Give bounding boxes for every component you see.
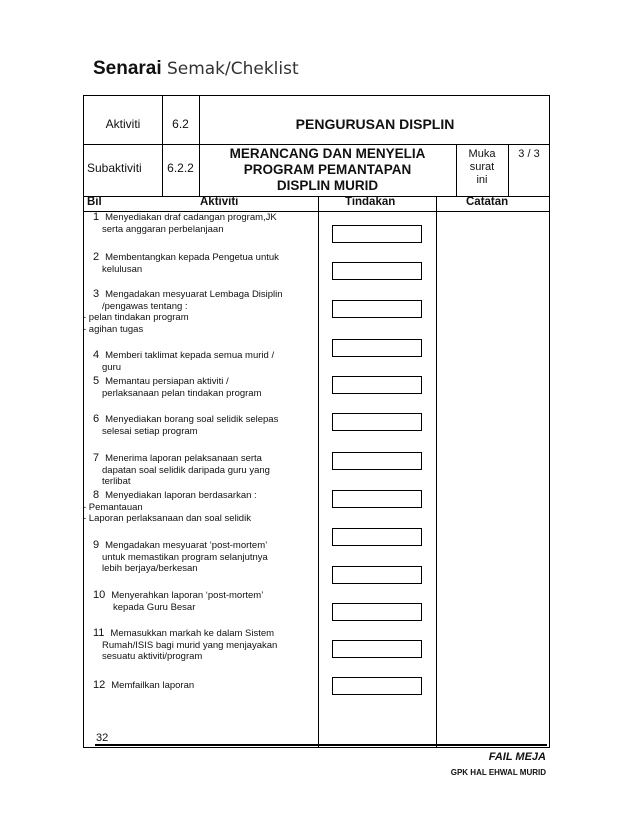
- item-number: 2: [93, 251, 100, 263]
- page-number: 32: [96, 732, 109, 744]
- tindakan-box-3[interactable]: [332, 300, 422, 318]
- item-number: 10: [93, 589, 106, 601]
- item-text: Memberi taklimat kepada semua murid /: [105, 350, 275, 361]
- item-text: Memfailkan laporan: [111, 680, 195, 691]
- tindakan-box-11[interactable]: [332, 603, 422, 621]
- item-text: Menyediakan draf cadangan program,JK: [105, 212, 277, 223]
- subaktiviti-title-line-2: PROGRAM PEMANTAPAN: [243, 162, 412, 177]
- aktiviti-code: 6.2: [172, 117, 189, 131]
- item-text: selesai setiap program: [102, 425, 198, 437]
- footer-fail-meja: FAIL MEJA: [488, 751, 546, 763]
- item-number: 5: [93, 375, 100, 387]
- muka-line-3: ini: [476, 174, 488, 186]
- item-text: Menyediakan laporan berdasarkan :: [105, 490, 257, 501]
- item-text: Memantau persiapan aktiviti /: [105, 376, 229, 387]
- item-number: 8: [93, 489, 100, 501]
- tindakan-box-12[interactable]: [332, 640, 422, 658]
- item-text: kepada Guru Besar: [113, 601, 196, 613]
- tindakan-box-4[interactable]: [332, 339, 422, 357]
- tindakan-box-7[interactable]: [332, 452, 422, 470]
- tindakan-box-8[interactable]: [332, 490, 422, 508]
- item-text: perlaksanaan pelan tindakan program: [102, 387, 262, 399]
- list-item: [93, 453, 270, 488]
- list-item: [93, 414, 278, 437]
- item-number: 11: [93, 627, 105, 639]
- item-subpoint: - Laporan perlaksanaan dan soal selidik: [83, 513, 251, 524]
- tindakan-box-5[interactable]: [332, 376, 422, 394]
- item-text: Menyediakan borang soal selidik selepas: [105, 414, 279, 425]
- tindakan-box-10[interactable]: [332, 566, 422, 584]
- list-item: [93, 540, 268, 575]
- subaktiviti-title: [200, 146, 455, 194]
- item-number: 1: [93, 211, 100, 223]
- item-text: Menyerahkan laporan ‘post-mortem’: [111, 590, 264, 601]
- list-item: [93, 252, 279, 275]
- muka-surat-label: [456, 148, 508, 187]
- tindakan-box-1[interactable]: [332, 225, 422, 243]
- item-text: Rumah/ISIS bagi murid yang menjayakan: [102, 639, 278, 651]
- aktiviti-label: Aktiviti: [105, 117, 141, 131]
- subaktiviti-code: 6.2.2: [167, 161, 194, 175]
- item-text: serta anggaran perbelanjaan: [102, 223, 224, 235]
- muka-line-1: Muka: [468, 148, 496, 160]
- aktiviti-title: PENGURUSAN DISPLIN: [295, 116, 455, 132]
- list-item: [83, 288, 283, 335]
- item-text: lebih berjaya/berkesan: [102, 563, 198, 574]
- item-number: 6: [93, 413, 100, 425]
- item-text: Mengadakan mesyuarat Lembaga Disiplin: [105, 289, 283, 300]
- item-number: 12: [93, 679, 106, 691]
- list-item: [93, 212, 277, 235]
- item-text: /pengawas tentang :: [102, 300, 188, 312]
- tindakan-box-2[interactable]: [332, 262, 422, 280]
- list-item: [83, 489, 257, 525]
- item-text: Memasukkan markah ke dalam Sistem: [110, 628, 275, 639]
- tindakan-box-13[interactable]: [332, 677, 422, 695]
- page-title: [93, 58, 299, 80]
- item-text: Menerima laporan pelaksanaan serta: [105, 453, 262, 464]
- footer-divider: [95, 744, 547, 746]
- item-text: dapatan soal selidik daripada guru yang: [102, 464, 270, 476]
- item-text: terlibat: [102, 476, 131, 487]
- item-text: sesuatu aktiviti/program: [102, 651, 203, 662]
- muka-line-2: surat: [469, 161, 495, 173]
- item-subpoint: - agihan tugas: [83, 323, 144, 335]
- item-number: 7: [93, 452, 100, 464]
- col-catatan: Catatan: [466, 196, 509, 208]
- col-bil: Bil: [87, 196, 102, 208]
- item-text: guru: [102, 361, 122, 373]
- item-text: untuk memastikan program selanjutnya: [102, 551, 268, 563]
- item-text: Mengadakan mesyuarat ‘post-mortem’: [105, 540, 268, 551]
- item-text: kelulusan: [102, 263, 143, 275]
- list-item: [93, 350, 274, 373]
- item-number: 4: [93, 349, 100, 361]
- col-tindakan: Tindakan: [345, 196, 396, 208]
- footer-gpk: GPK HAL EHWAL MURID: [450, 768, 546, 777]
- item-subpoint: - Pemantauan: [83, 501, 143, 513]
- list-item: [93, 376, 262, 399]
- title-rest: Semak/Cheklist: [166, 59, 299, 79]
- list-item: [93, 680, 194, 692]
- subaktiviti-title-line-3: DISPLIN MURID: [276, 178, 379, 193]
- list-item: [93, 590, 263, 613]
- item-text: Membentangkan kepada Pengetua untuk: [105, 252, 279, 263]
- item-number: 9: [93, 539, 100, 551]
- item-number: 3: [93, 288, 100, 300]
- page-indicator: 3 / 3: [518, 148, 540, 160]
- tindakan-box-9[interactable]: [332, 528, 422, 546]
- list-item: [93, 628, 277, 663]
- subaktiviti-title-line-1: MERANCANG DAN MENYELIA: [229, 146, 426, 161]
- subaktiviti-label: Subaktiviti: [87, 161, 142, 175]
- title-bold: Senarai: [93, 58, 162, 79]
- col-aktiviti: Aktiviti: [200, 196, 239, 208]
- item-subpoint: - pelan tindakan program: [83, 312, 189, 323]
- tindakan-box-6[interactable]: [332, 413, 422, 431]
